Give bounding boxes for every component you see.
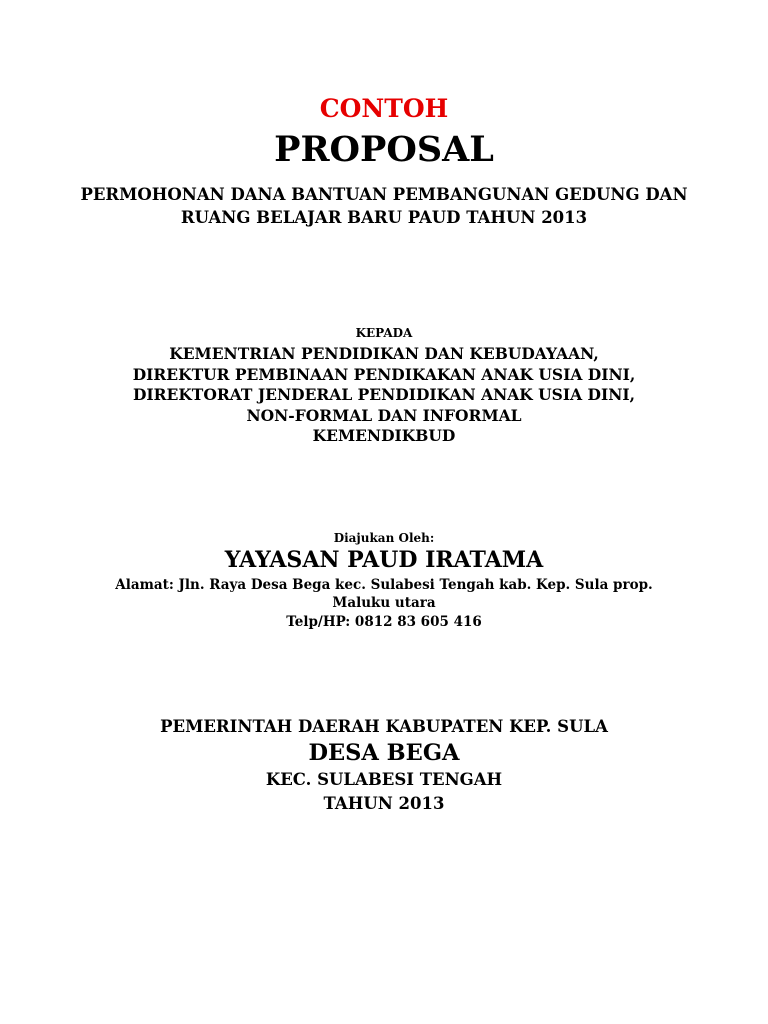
proposal-title: PROPOSAL: [274, 129, 494, 170]
government-heading: PEMERINTAH DAERAH KABUPATEN KEP. SULA: [160, 717, 608, 736]
subject-line: RUANG BELAJAR BARU PAUD TAHUN 2013: [180, 208, 588, 227]
subject-line: PERMOHONAN DANA BANTUAN PEMBANGUNAN GEDUNG DAN: [80, 185, 688, 204]
district-name: KEC. SULABESI TENGAH: [265, 770, 503, 789]
recipient-line: KEMENTRIAN PENDIDIKAN DAN KEBUDAYAAN,: [169, 344, 599, 363]
submitted-by-label: Diajukan Oleh:: [333, 531, 435, 545]
proposal-subject: [0, 183, 768, 229]
recipient-block: [0, 344, 768, 447]
recipient-line: DIREKTUR PEMBINAAN PENDIKAKAN ANAK USIA DINI,: [132, 364, 636, 384]
kepada-label: KEPADA: [355, 326, 413, 340]
year-label: TAHUN 2013: [323, 794, 445, 813]
recipient-line: NON-FORMAL DAN INFORMAL: [246, 405, 522, 425]
recipient-line: DIREKTORAT JENDERAL PENDIDIKAN ANAK USIA DINI,: [132, 385, 636, 404]
recipient-line: KEMENDIKBUD: [312, 426, 456, 445]
village-name: DESA BEGA: [308, 740, 460, 766]
foundation-address: Alamat: Jln. Raya Desa Bega kec. Sulabesi Tengah kab. Kep. Sula prop. Maluku utara: [115, 577, 653, 611]
foundation-name: YAYASAN PAUD IRATAMA: [224, 547, 544, 573]
contoh-heading: CONTOH: [319, 94, 449, 123]
foundation-phone: Telp/HP: 0812 83 605 416: [286, 614, 482, 630]
